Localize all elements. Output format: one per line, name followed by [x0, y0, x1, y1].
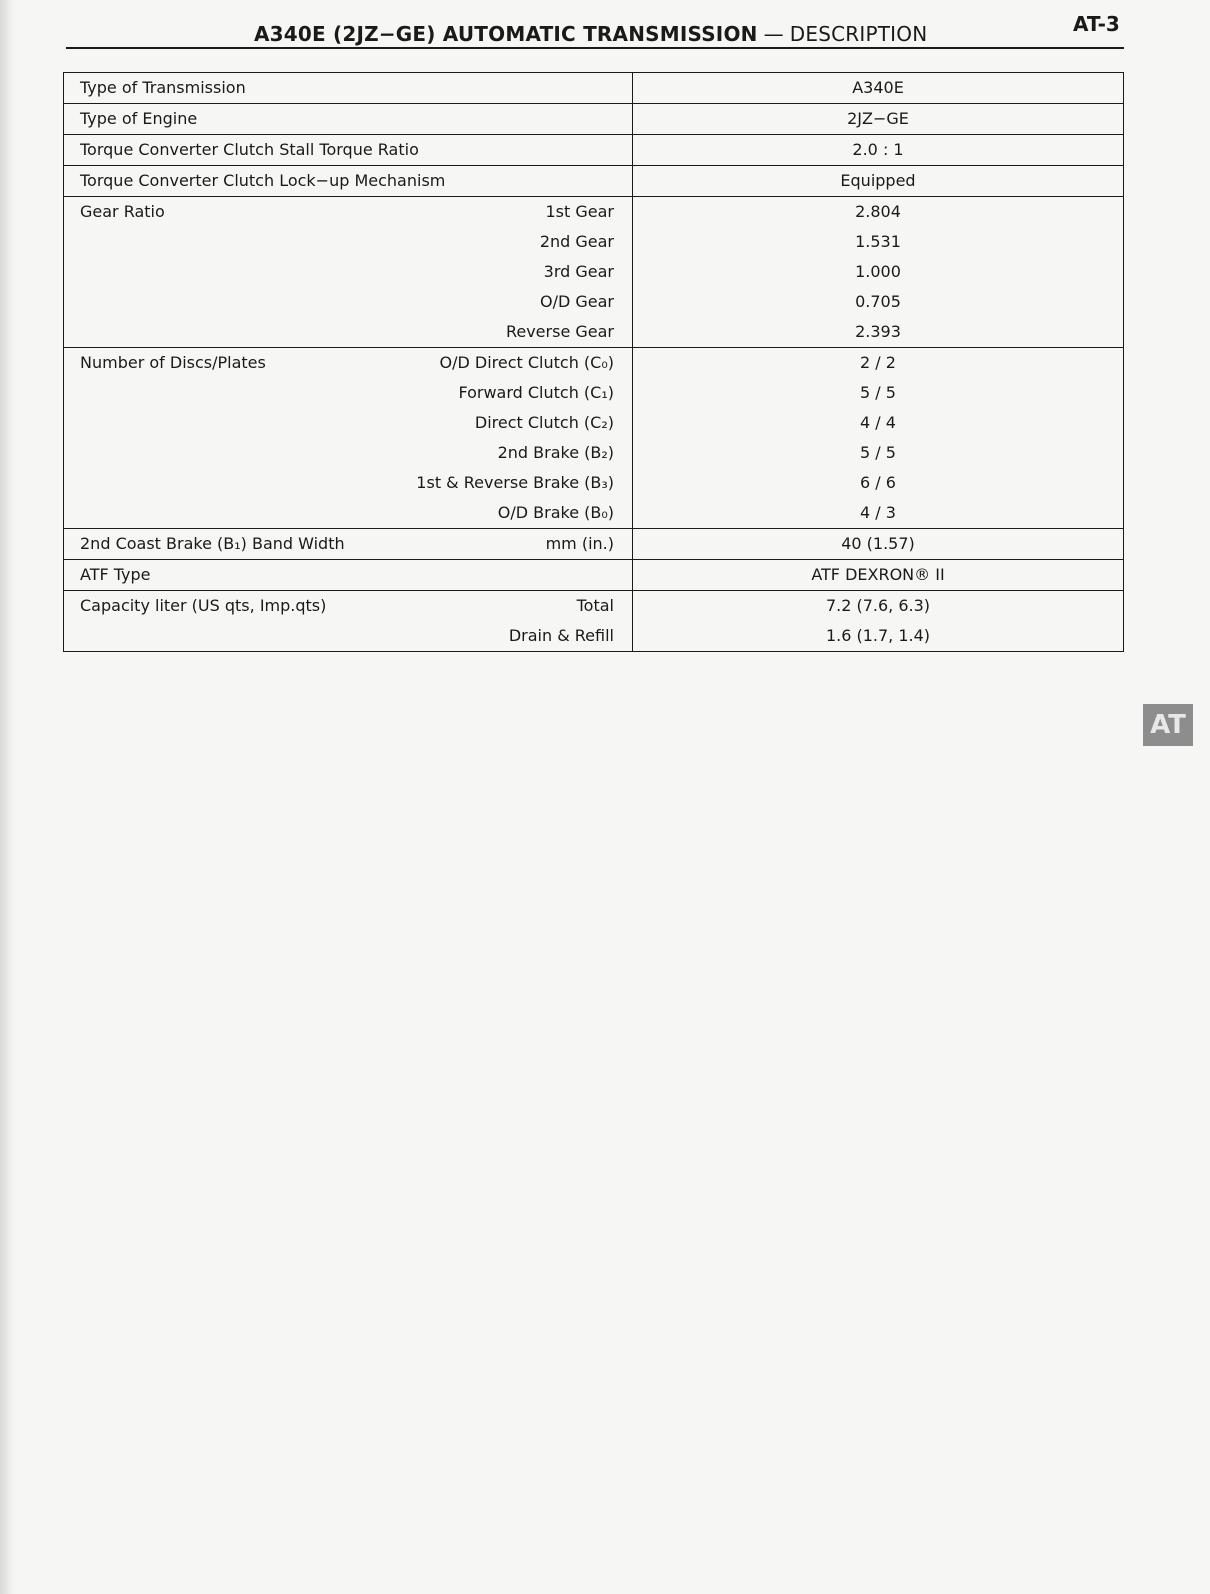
spec-value: 2JZ−GE — [633, 104, 1124, 135]
spec-label-wrapper — [64, 408, 632, 438]
spec-label-cell — [64, 408, 633, 438]
spec-label-wrapper — [64, 529, 632, 559]
spec-sublabel: mm (in.) — [545, 534, 614, 553]
spec-label-wrapper — [64, 257, 632, 287]
spec-label-wrapper — [64, 560, 632, 590]
spec-label-cell — [64, 468, 633, 498]
spec-label-wrapper — [64, 348, 632, 378]
spec-label-cell — [64, 317, 633, 348]
spec-value: 2.804 — [633, 197, 1124, 228]
spec-value: 7.2 (7.6, 6.3) — [633, 591, 1124, 622]
spec-label: Number of Discs/Plates — [80, 353, 266, 372]
spec-row — [64, 348, 1124, 379]
spec-row — [64, 498, 1124, 529]
spec-value: 2 / 2 — [633, 348, 1124, 379]
spec-label-wrapper — [64, 498, 632, 528]
page-number: AT-3 — [1073, 12, 1120, 36]
spec-row — [64, 408, 1124, 438]
specification-table — [63, 72, 1124, 652]
spec-label-wrapper — [64, 621, 632, 651]
spec-row — [64, 317, 1124, 348]
spec-value: ATF DEXRON® II — [633, 560, 1124, 591]
spec-label: Torque Converter Clutch Lock−up Mechanism — [80, 171, 446, 190]
spec-label-cell — [64, 348, 633, 379]
spec-label: Capacity liter (US qts, Imp.qts) — [80, 596, 327, 615]
spec-label-wrapper — [64, 378, 632, 408]
spec-label-cell — [64, 498, 633, 529]
spec-row — [64, 227, 1124, 257]
spec-label: Torque Converter Clutch Stall Torque Ratio — [80, 140, 419, 159]
spec-sublabel: Forward Clutch (C₁) — [458, 383, 614, 402]
spec-label-wrapper — [64, 287, 632, 317]
header-rule — [66, 47, 1124, 49]
spec-label-wrapper — [64, 104, 632, 134]
spec-label-wrapper — [64, 135, 632, 165]
spec-row — [64, 104, 1124, 135]
spec-sublabel: 3rd Gear — [543, 262, 614, 281]
spec-value: 5 / 5 — [633, 378, 1124, 408]
spec-label-cell — [64, 591, 633, 622]
spec-label-wrapper — [64, 591, 632, 621]
spec-label-cell — [64, 438, 633, 468]
spec-row — [64, 378, 1124, 408]
spec-label-cell — [64, 135, 633, 166]
spec-value: 2.393 — [633, 317, 1124, 348]
spec-row — [64, 257, 1124, 287]
page-header-title — [254, 22, 927, 46]
spec-value: 4 / 3 — [633, 498, 1124, 529]
header-section: DESCRIPTION — [789, 22, 928, 46]
spec-label-cell — [64, 378, 633, 408]
spec-row — [64, 621, 1124, 652]
spec-row — [64, 468, 1124, 498]
spec-sublabel: O/D Direct Clutch (C₀) — [439, 353, 614, 372]
spec-label: ATF Type — [80, 565, 151, 584]
spec-value: 1.531 — [633, 227, 1124, 257]
spec-row — [64, 166, 1124, 197]
spec-sublabel: 2nd Gear — [539, 232, 614, 251]
spec-sublabel: 1st Gear — [545, 202, 614, 221]
spec-label-cell — [64, 560, 633, 591]
spec-sublabel: Drain & Refill — [508, 626, 614, 645]
spec-label-wrapper — [64, 317, 632, 347]
spec-row — [64, 197, 1124, 228]
spec-sublabel: 2nd Brake (B₂) — [497, 443, 614, 462]
spec-sublabel: Total — [576, 596, 614, 615]
spec-row — [64, 591, 1124, 622]
spec-label-cell — [64, 166, 633, 197]
spec-label-wrapper — [64, 227, 632, 257]
spec-value: 1.000 — [633, 257, 1124, 287]
spec-label-cell — [64, 197, 633, 228]
spec-label-cell — [64, 529, 633, 560]
spec-label-wrapper — [64, 197, 632, 227]
spec-label-wrapper — [64, 166, 632, 196]
spec-label-cell — [64, 621, 633, 652]
spec-label-cell — [64, 73, 633, 104]
spec-value: 1.6 (1.7, 1.4) — [633, 621, 1124, 652]
spec-row — [64, 287, 1124, 317]
spec-label-wrapper — [64, 468, 632, 498]
spec-label-cell — [64, 287, 633, 317]
spec-label-cell — [64, 227, 633, 257]
spec-sublabel: Direct Clutch (C₂) — [474, 413, 614, 432]
spec-sublabel: Reverse Gear — [505, 322, 614, 341]
specification-table-body — [64, 73, 1124, 652]
spec-value: 0.705 — [633, 287, 1124, 317]
spec-row — [64, 135, 1124, 166]
spec-sublabel: 1st & Reverse Brake (B₃) — [416, 473, 614, 492]
spec-label: 2nd Coast Brake (B₁) Band Width — [80, 534, 345, 553]
spec-value: 4 / 4 — [633, 408, 1124, 438]
spec-label: Type of Engine — [80, 109, 198, 128]
spec-label-cell — [64, 104, 633, 135]
spec-label: Gear Ratio — [80, 202, 165, 221]
spec-label: Type of Transmission — [80, 78, 246, 97]
page-edge-shadow — [0, 0, 14, 1594]
header-title-text: A340E (2JZ−GE) AUTOMATIC TRANSMISSION — [254, 22, 758, 46]
spec-value: 5 / 5 — [633, 438, 1124, 468]
spec-sublabel: O/D Brake (B₀) — [497, 503, 614, 522]
spec-value: 6 / 6 — [633, 468, 1124, 498]
spec-label-wrapper — [64, 73, 632, 103]
spec-value: 2.0 : 1 — [633, 135, 1124, 166]
spec-row — [64, 560, 1124, 591]
spec-sublabel: O/D Gear — [539, 292, 614, 311]
spec-row — [64, 529, 1124, 560]
spec-row — [64, 73, 1124, 104]
spec-label-wrapper — [64, 438, 632, 468]
section-tab-at: AT — [1143, 704, 1193, 746]
spec-row — [64, 438, 1124, 468]
spec-value: 40 (1.57) — [633, 529, 1124, 560]
header-separator: — — [763, 22, 784, 46]
spec-value: A340E — [633, 73, 1124, 104]
spec-label-cell — [64, 257, 633, 287]
spec-value: Equipped — [633, 166, 1124, 197]
